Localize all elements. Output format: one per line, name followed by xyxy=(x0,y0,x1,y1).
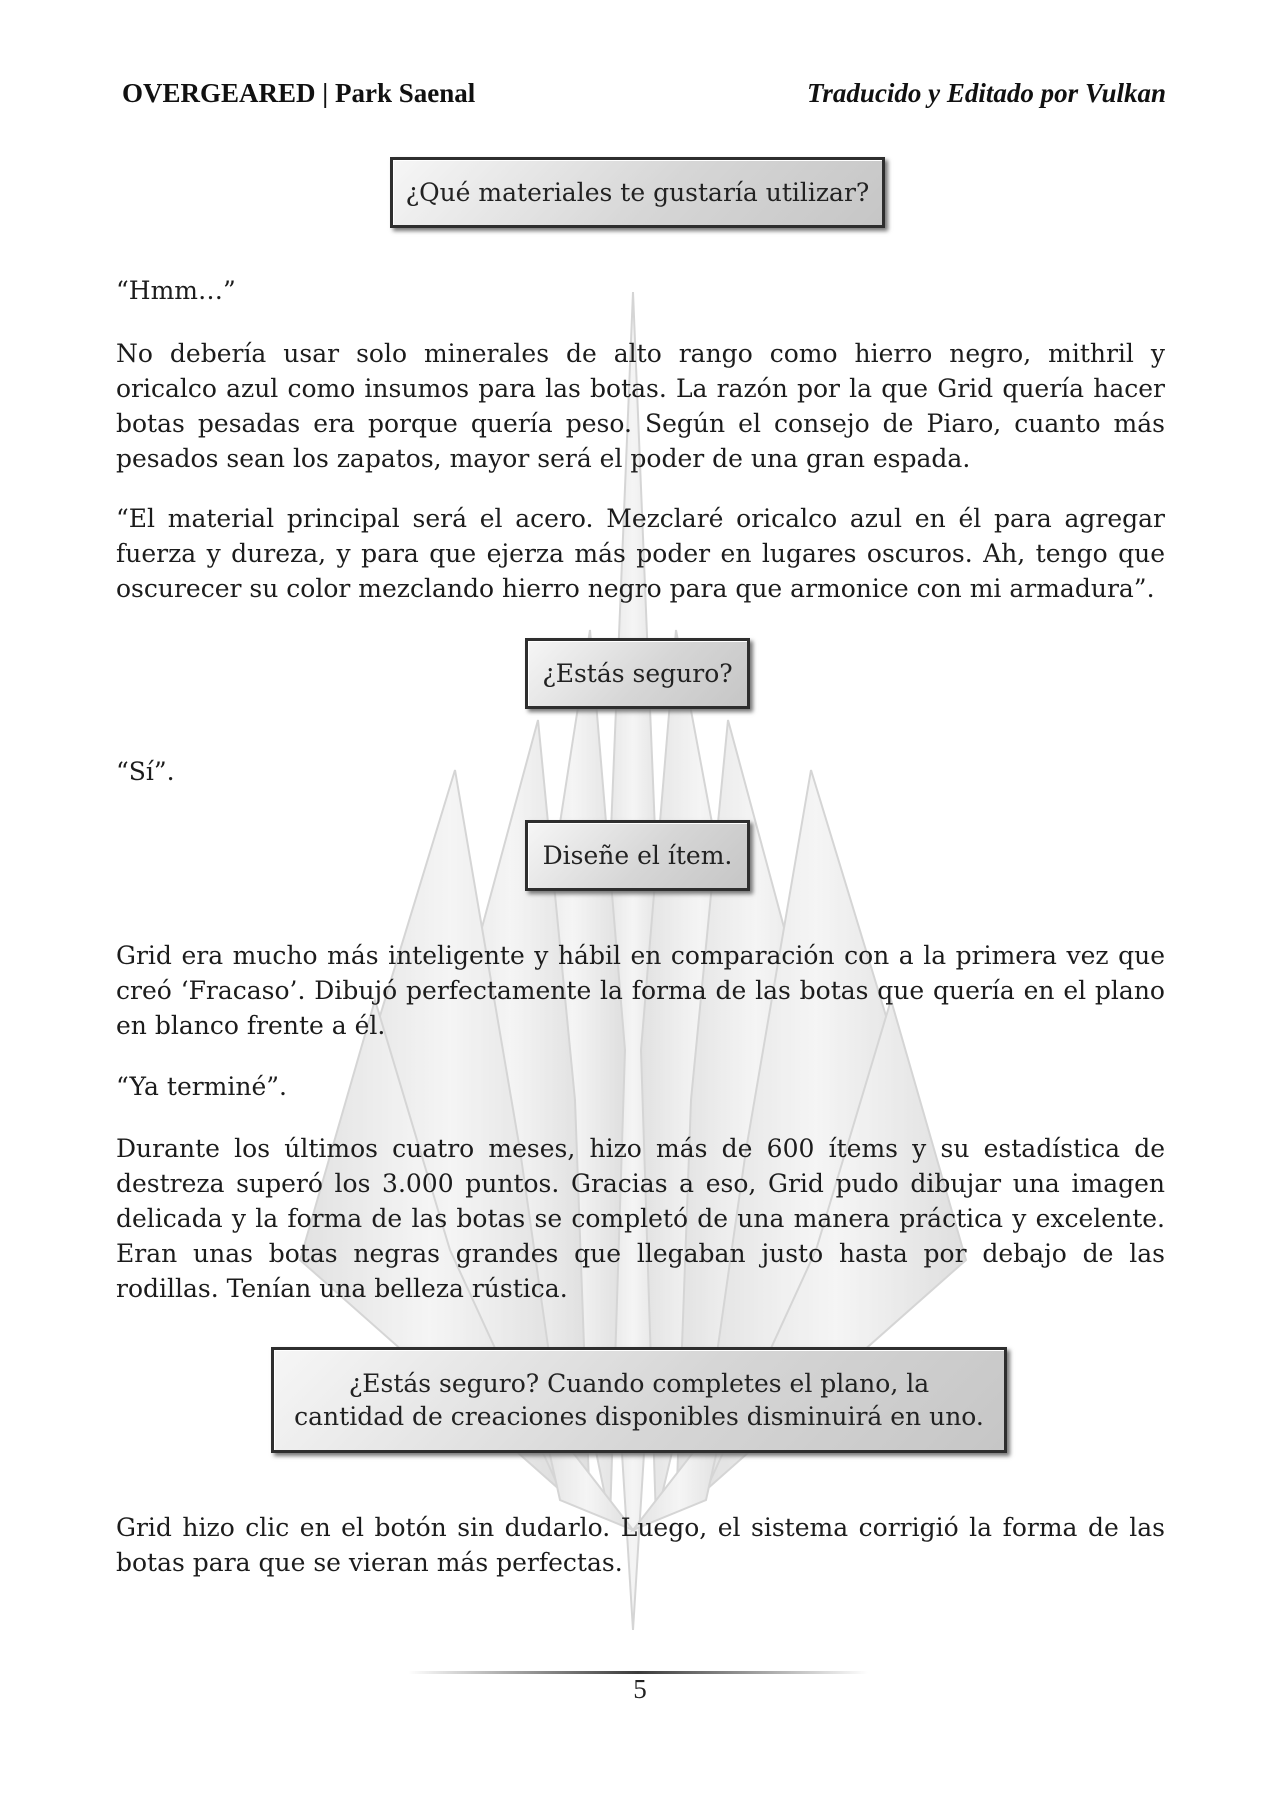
header-translator-credit: Traducido y Editado por Vulkan xyxy=(806,78,1166,108)
paragraph-grid-drawing: Grid era mucho más inteligente y hábil en comparación con a la primera vez que creó ‘Fracaso’. Dibujó perfectamente la forma de las botas que quería en el plano en blanco frente a él. xyxy=(116,941,1165,1040)
system-message-confirm-blueprint xyxy=(271,1347,1007,1453)
paragraph-main-material: “El material principal será el acero. Mezclaré oricalco azul en él para agregar fuerza y dureza, y para que ejerza más poder en lugares oscuros. Ah, tengo que oscurecer su color mezclando hierro negro para que armonice con mi armadura”. xyxy=(116,504,1165,603)
system-message-text: ¿Estás seguro? xyxy=(542,659,733,688)
page-number: 5 xyxy=(633,1674,647,1704)
paragraph-materials-reasoning: No debería usar solo minerales de alto rango como hierro negro, mithril y oricalco azul como insumos para las botas. La razón por la que Grid quería hacer botas pesadas era porque quería peso. Según el consejo de Piaro, cuanto más pesados sean los zapatos, mayor será el poder de una gran espada. xyxy=(116,339,1165,473)
system-message-text: ¿Estás seguro? Cuando completes el plano, la cantidad de creaciones disponibles disminuirá en uno. xyxy=(294,1369,984,1431)
header-book-title: OVERGEARED | Park Saenal xyxy=(122,78,476,108)
page-header xyxy=(122,78,1166,118)
system-message-are-you-sure xyxy=(525,638,750,709)
system-message-text: ¿Qué materiales te gustaría utilizar? xyxy=(405,178,870,207)
system-message-design-item xyxy=(525,820,750,891)
paragraph-finished: “Ya terminé”. xyxy=(116,1072,288,1101)
paragraph-clicked-button: Grid hizo clic en el botón sin dudarlo. Luego, el sistema corrigió la forma de las botas para que se vieran más perfectas. xyxy=(116,1513,1165,1577)
system-message-materials xyxy=(390,157,885,228)
system-message-text: Diseñe el ítem. xyxy=(542,841,733,870)
paragraph-hmm: “Hmm…” xyxy=(116,276,236,305)
paragraph-dexterity: Durante los últimos cuatro meses, hizo más de 600 ítems y su estadística de destreza superó los 3.000 puntos. Gracias a eso, Grid pudo dibujar una imagen delicada y la forma de las botas se completó de una manera práctica y excelente. Eran unas botas negras grandes que llegaban justo hasta por debajo de las rodillas. Tenían una belleza rústica. xyxy=(116,1134,1165,1303)
paragraph-yes: “Sí”. xyxy=(116,757,175,786)
